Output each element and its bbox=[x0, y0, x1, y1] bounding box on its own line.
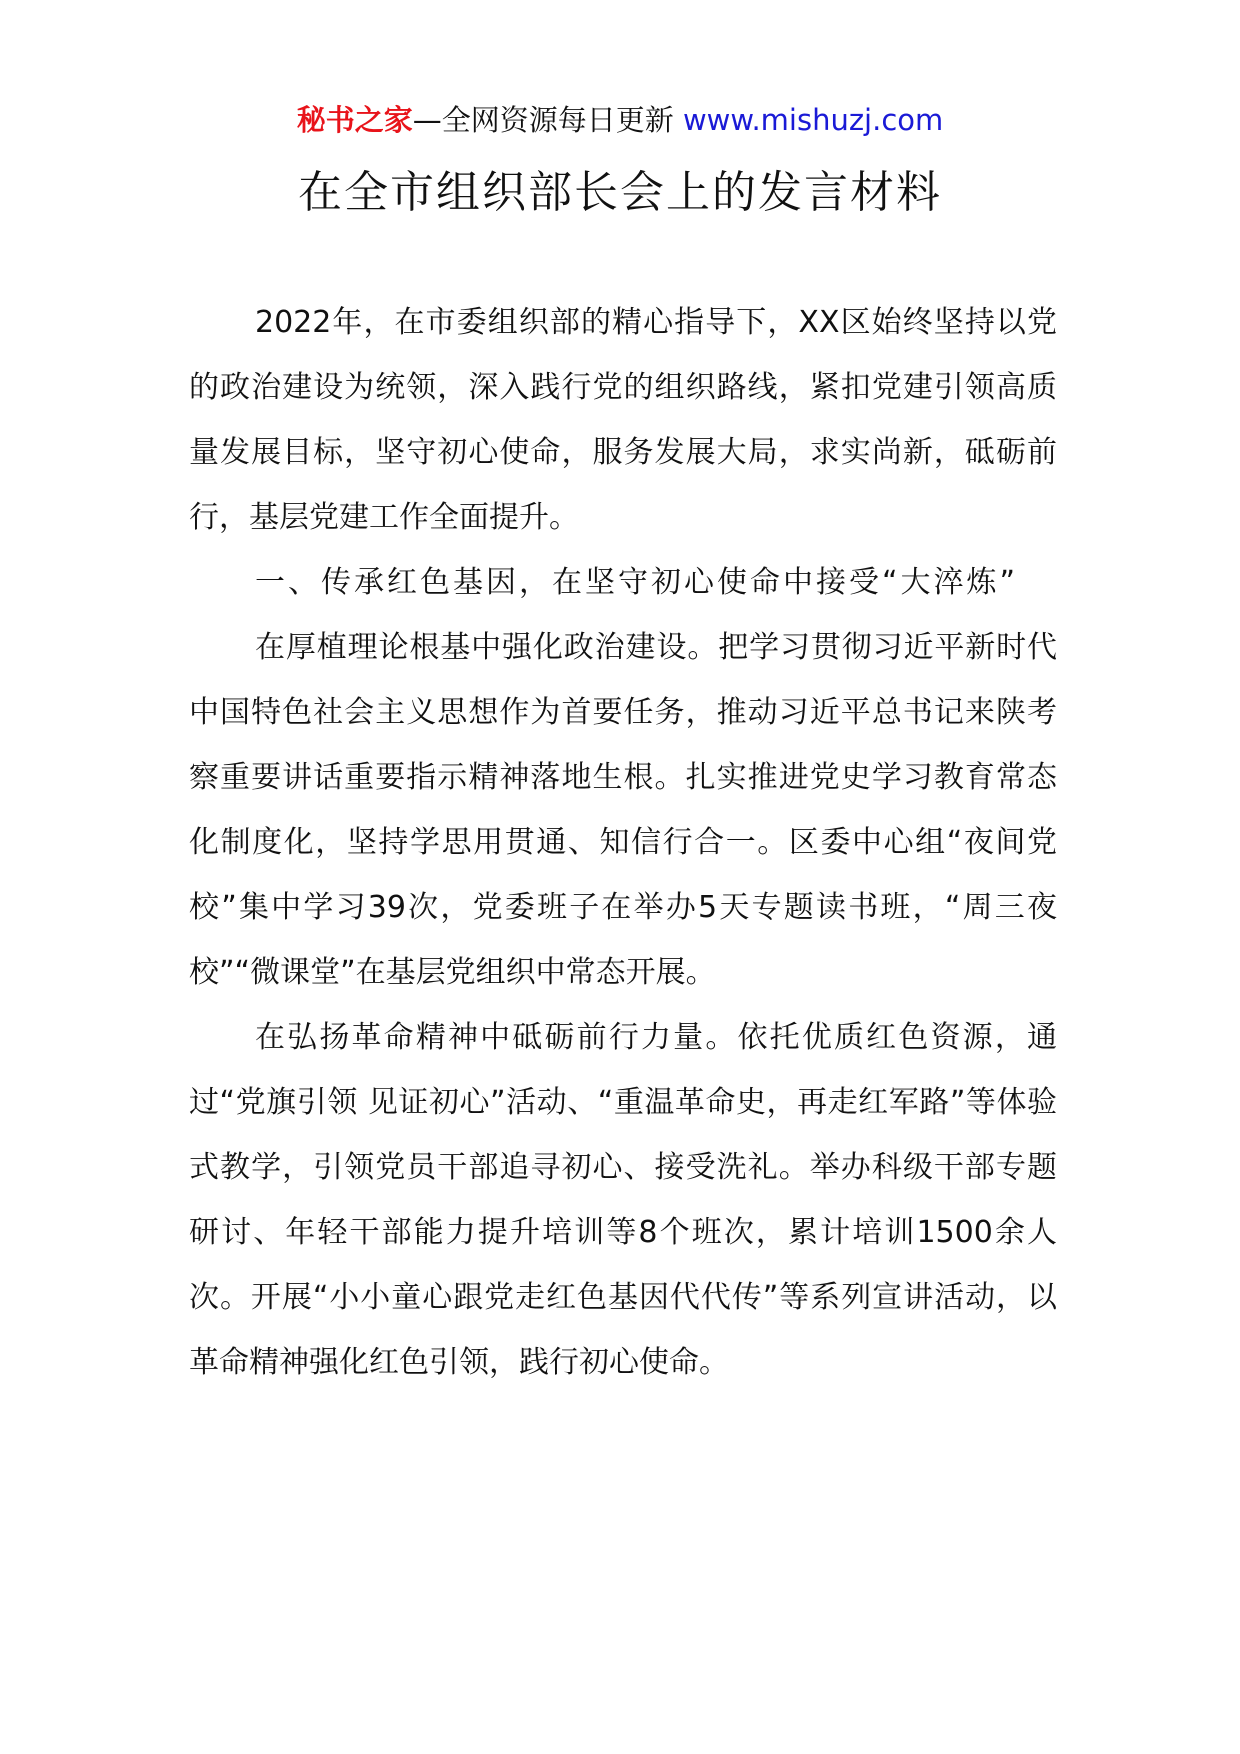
body-paragraph-theory: 在厚植理论根基中强化政治建设。把学习贯彻习近平新时代中国特色社会主义思想作为首要任务，推动习近平总书记来陕考察重要讲话重要指示精神落地生根。扎实推进党史学习教育常态化制度化，坚持学思用贯通、知信行合一。区委中心组“夜间党校”集中学习39次，党委班子在举办5天专题读书班，“周三夜校”“微课堂”在基层党组织中常态开展。 bbox=[189, 630, 1057, 990]
site-header bbox=[0, 100, 1240, 140]
body-paragraph-revolution: 在弘扬革命精神中砥砺前行力量。依托优质红色资源，通过“党旗引领 见证初心”活动、“重温革命史，再走红军路”等体验式教学，引领党员干部追寻初心、接受洗礼。举办科级干部专题研讨、年轻干部能力提升培训等8个班次，累计培训1500余人次。开展“小小童心跟党走红色基因代代传”等系列宣讲活动，以革命精神强化红色引领，践行初心使命。 bbox=[189, 1020, 1057, 1380]
section-heading-1: 一、传承红色基因，在坚守初心使命中接受“大淬炼” bbox=[255, 565, 1019, 600]
document-title: 在全市组织部长会上的发言材料 bbox=[298, 167, 942, 218]
intro-paragraph: 2022年，在市委组织部的精心指导下，XX区始终坚持以党的政治建设为统领，深入践行党的组织路线，紧扣党建引领高质量发展目标，坚守初心使命，服务发展大局，求实尚新，砥砺前行，基层党建工作全面提升。 bbox=[189, 305, 1057, 535]
site-url-link[interactable]: www.mishuzj.com bbox=[682, 103, 944, 137]
header-tagline: —全网资源每日更新 bbox=[412, 103, 683, 137]
document-body bbox=[189, 290, 1057, 1395]
brand-name: 秘书之家 bbox=[296, 103, 413, 137]
